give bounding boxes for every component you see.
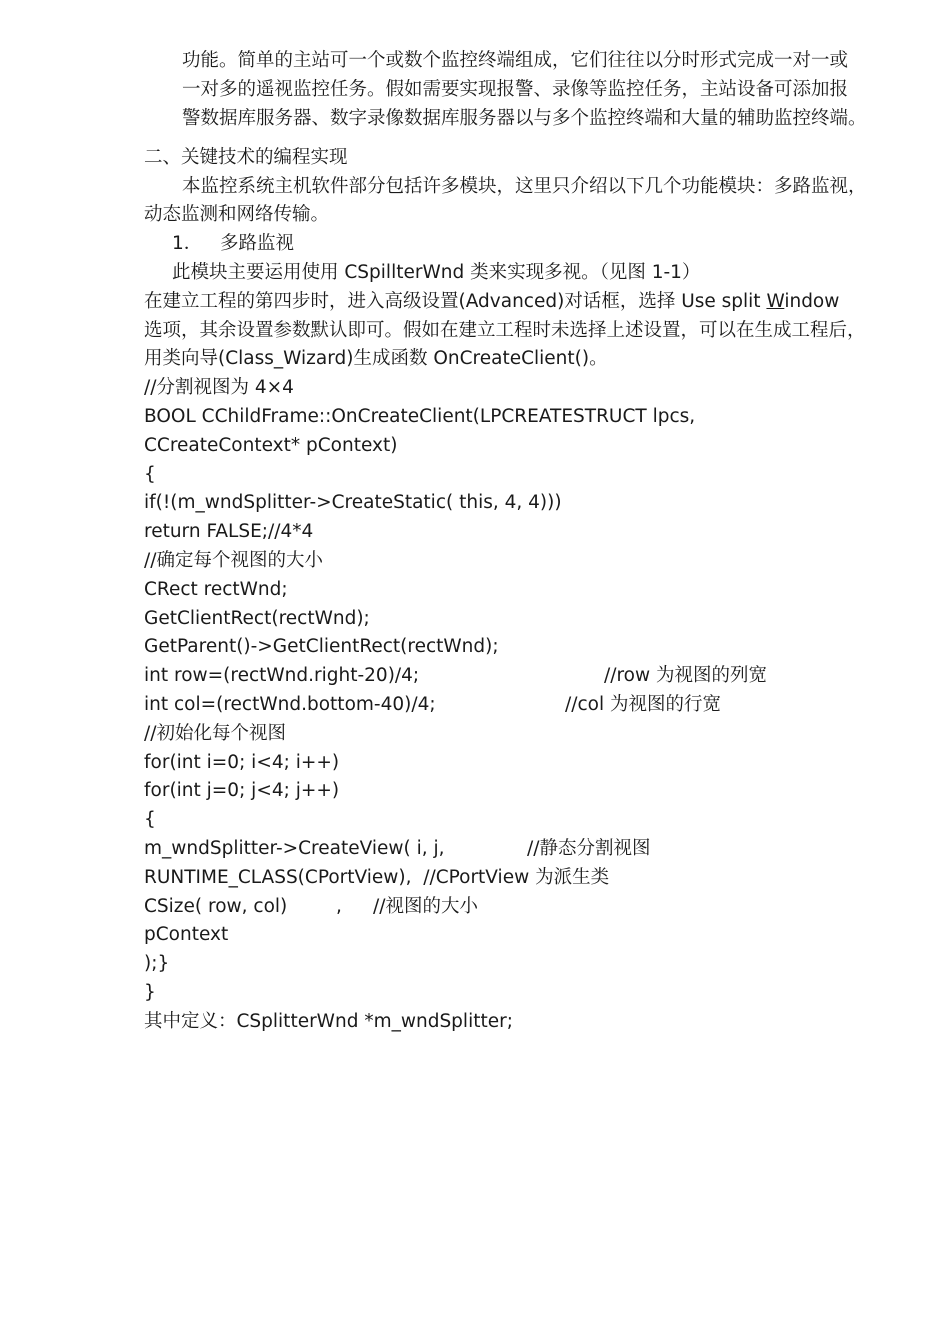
code-line: BOOL CChildFrame::OnCreateClient(LPCREATESTRUCT lpcs,: [144, 406, 696, 427]
section-para-line-1: 本监控系统主机软件部分包括许多模块，这里只介绍以下几个功能模块：多路监视，: [182, 176, 867, 197]
setup-line-1-underlined: W: [766, 291, 785, 312]
code-inline-comment: //静态分割视图: [527, 838, 651, 859]
definition-line: 其中定义：CSplitterWnd *m_wndSplitter;: [144, 1011, 513, 1032]
code-line: GetParent()->GetClientRect(rectWnd);: [144, 636, 499, 657]
setup-line-2: 选项，其余设置参数默认即可。假如在建立工程时未选择上述设置，可以在生成工程后，: [144, 320, 866, 341]
code-line: GetClientRect(rectWnd);: [144, 608, 370, 629]
code-separator: ,: [336, 896, 342, 917]
module-description: 此模块主要运用使用 CSpillterWnd 类来实现多视。（见图 1-1）: [172, 262, 701, 283]
setup-line-1-post: indow: [784, 291, 840, 312]
code-line: RUNTIME_CLASS(CPortView), //CPortView 为派生类: [144, 867, 610, 888]
code-line: }: [144, 982, 156, 1003]
code-line: for(int i=0; i<4; i++): [144, 752, 340, 773]
intro-line-3: 警数据库服务器、数字录像数据库服务器以与多个监控终端和大量的辅助监控终端。: [182, 108, 867, 129]
code-line: pContext: [144, 924, 229, 945]
setup-line-1: [144, 289, 839, 315]
code-comment-line: //确定每个视图的大小: [144, 550, 323, 571]
code-comment-line: //初始化每个视图: [144, 723, 286, 744]
code-inline-comment: //col 为视图的行宽: [565, 694, 721, 715]
code-line: {: [144, 809, 156, 830]
code-line: {: [144, 464, 156, 485]
list-item-title: 多路监视: [220, 233, 295, 254]
code-line: return FALSE;//4*4: [144, 521, 314, 542]
intro-line-2: 一对多的遥视监控任务。假如需要实现报警、录像等监控任务，主站设备可添加报: [182, 79, 849, 100]
code-line: );}: [144, 953, 170, 974]
section-para-line-2: 动态监测和网络传输。: [144, 204, 330, 225]
code-line: //分割视图为 4×4: [144, 377, 294, 398]
setup-line-1-pre: 在建立工程的第四步时，进入高级设置(Advanced)对话框，选择 Use split: [144, 291, 767, 312]
setup-line-3: 用类向导(Class_Wizard)生成函数 OnCreateClient()。: [144, 348, 608, 369]
code-line: CCreateContext* pContext): [144, 435, 398, 456]
intro-line-1: 功能。简单的主站可一个或数个监控终端组成，它们往往以分时形式完成一对一或: [182, 50, 849, 71]
code-inline-comment: //row 为视图的列宽: [604, 665, 767, 686]
code-line: int row=(rectWnd.right-20)/4;: [144, 665, 420, 686]
list-item-number: 1．: [172, 233, 203, 254]
code-line: CSize( row, col): [144, 896, 288, 917]
code-line: m_wndSplitter->CreateView( i, j,: [144, 838, 445, 859]
section-heading: 二、关键技术的编程实现: [144, 147, 348, 168]
code-line: if(!(m_wndSplitter->CreateStatic( this, 4, 4))): [144, 492, 562, 513]
code-line: for(int j=0; j<4; j++): [144, 780, 340, 801]
code-inline-comment: //视图的大小: [373, 896, 478, 917]
code-line: int col=(rectWnd.bottom-40)/4;: [144, 694, 436, 715]
code-line: CRect rectWnd;: [144, 579, 288, 600]
